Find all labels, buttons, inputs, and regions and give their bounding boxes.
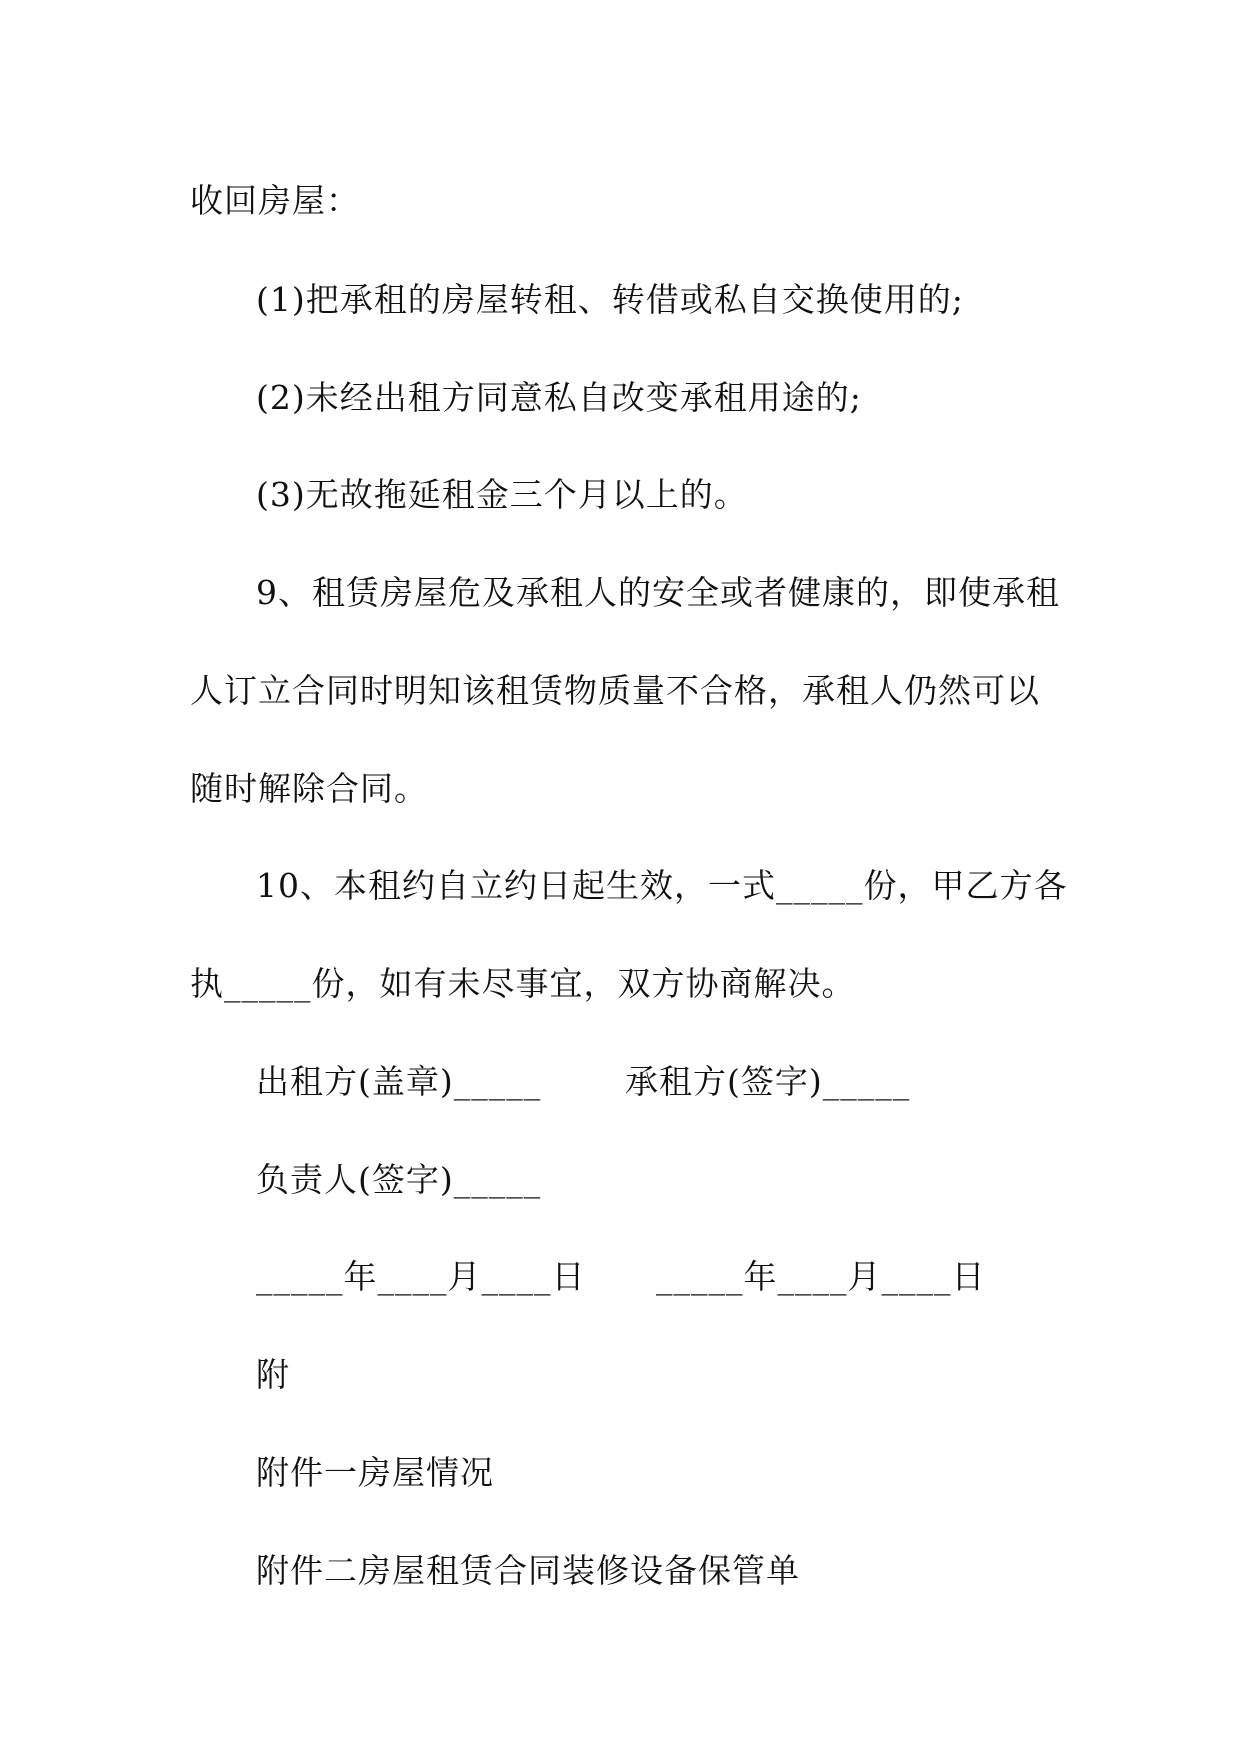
clause-10-line-1: 10、本租约自立约日起生效，一式_____份，甲乙方各 (256, 866, 1068, 905)
attachment-item-2: 附件二房屋租赁合同装修设备保管单 (256, 1551, 800, 1590)
attachment-item-1: 附件一房屋情况 (256, 1453, 494, 1492)
clause-item-2: (2)未经出租方同意私自改变承租用途的; (256, 378, 862, 417)
date-left: _____年____月____日 (256, 1257, 586, 1296)
attachments-heading: 附 (256, 1355, 290, 1394)
responsible-person-signature: 负责人(签字)_____ (256, 1160, 542, 1199)
clause-10-line-2: 执_____份，如有未尽事宜，双方协商解决。 (190, 964, 856, 1003)
lessor-signature: 出租方(盖章)_____ (256, 1062, 542, 1101)
clause-item-1: (1)把承租的房屋转租、转借或私自交换使用的; (256, 280, 964, 319)
clause-item-3: (3)无故拖延租金三个月以上的。 (256, 475, 748, 514)
date-right: _____年____月____日 (656, 1257, 986, 1296)
clause-9-line-2: 人订立合同时明知该租赁物质量不合格，承租人仍然可以 (190, 671, 1040, 710)
clause-9-line-1: 9、租赁房屋危及承租人的安全或者健康的，即使承租 (256, 573, 1060, 612)
lessee-signature: 承租方(签字)_____ (625, 1062, 911, 1101)
clause-9-line-3: 随时解除合同。 (190, 769, 428, 808)
paragraph-line: 收回房屋： (190, 181, 360, 220)
